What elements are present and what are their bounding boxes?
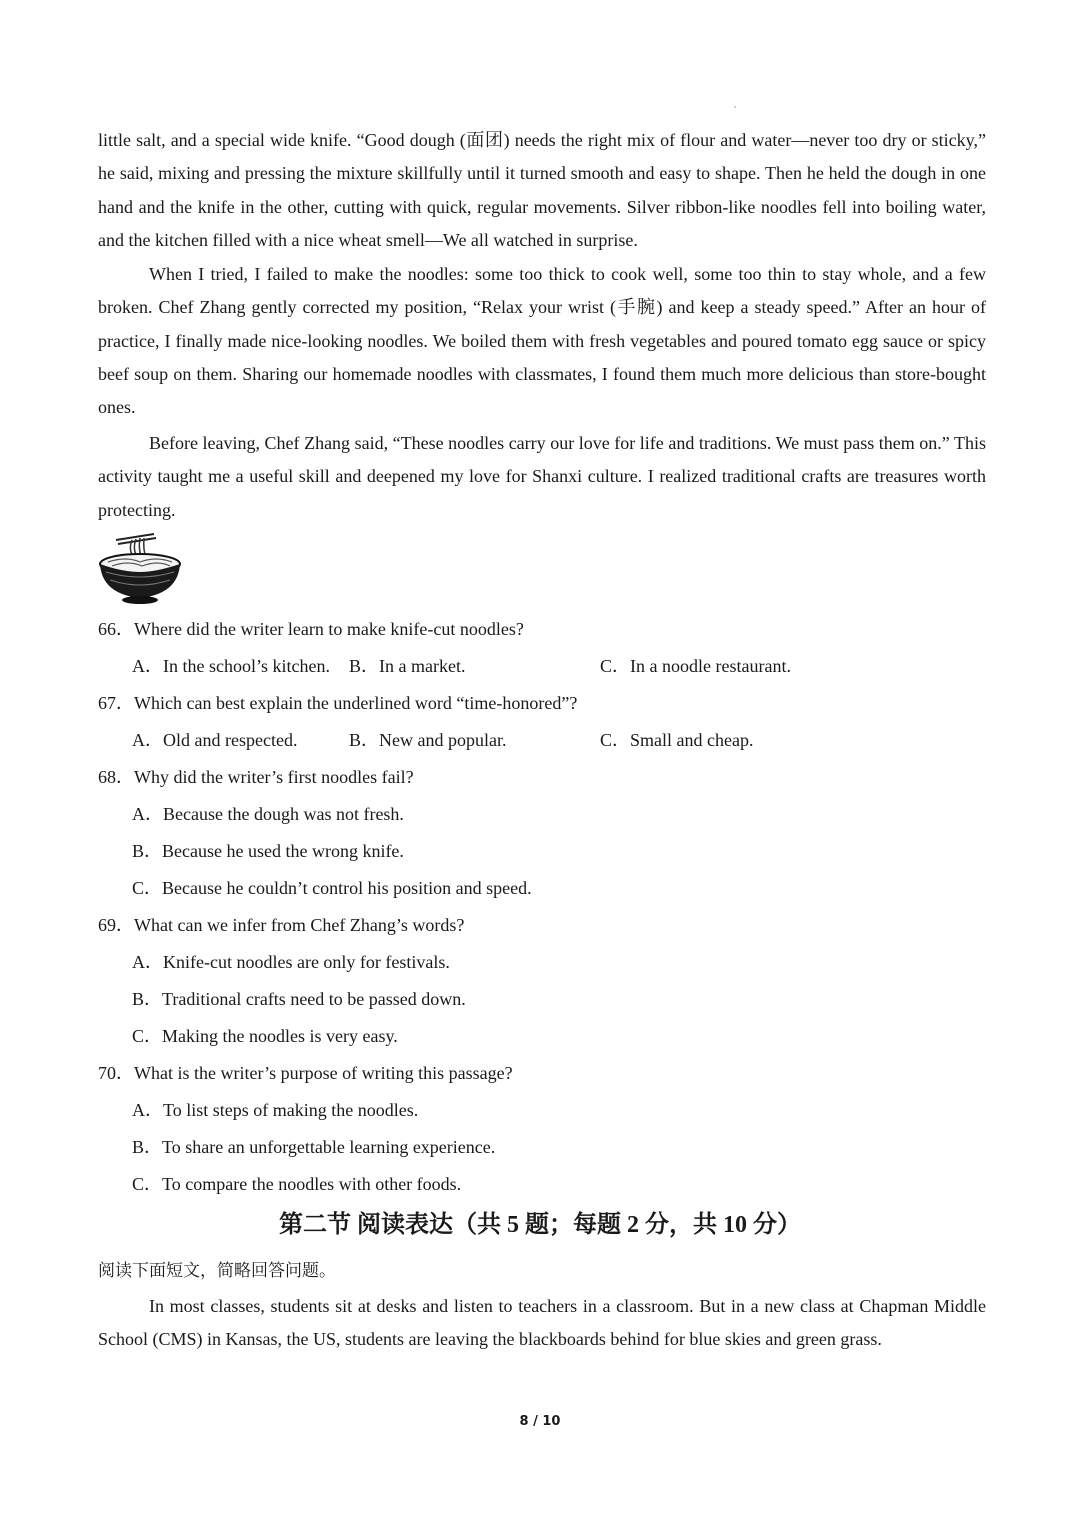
passage-paragraph-3: Before leaving, Chef Zhang said, “These noodles carry our love for life and traditions. We must pass them on.” This activity taught me a useful skill and deepened my love for Shanxi culture. I realized traditional crafts are treasures worth protecting. (98, 433, 986, 520)
page-number: 8 / 10 (519, 1414, 561, 1429)
option-68-b[interactable]: B．Because he used the wrong knife. (132, 841, 404, 861)
option-67-c[interactable]: C．Small and cheap. (600, 730, 754, 750)
question-68: 68．Why did the writer’s first noodles fail? (98, 767, 414, 787)
question-70: 70．What is the writer’s purpose of writing this passage? (98, 1063, 513, 1083)
section-title: 第二节 阅读表达（共 5 题；每题 2 分，共 10 分） (279, 1212, 801, 1238)
option-70-a[interactable]: A．To list steps of making the noodles. (132, 1100, 419, 1120)
passage-paragraph-1: little salt, and a special wide knife. “Good dough (面团) needs the right mix of flour and water—never too dry or sticky,” he said, mixing and pressing the mixture skillfully until it turned smooth and easy to shape. Then he held the dough in one hand and the knife in the other, cutting with quick, regular movements. Silver ribbon-like noodles fell into boiling water, and the kitchen filled with a nice wheat smell—We all watched in surprise. (98, 130, 986, 250)
passage-paragraph-2: When I tried, I failed to make the noodles: some too thick to cook well, some too thin to stay whole, and a few broken. Chef Zhang gently corrected my position, “Relax your wrist (手腕) and keep a steady speed.” After an hour of practice, I finally made nice-looking noodles. We boiled them with fresh vegetables and poured tomato egg sauce or spicy beef soup on them. Sharing our homemade noodles with classmates, I found them much more delicious than store-bought ones. (98, 264, 986, 418)
question-69: 69．What can we infer from Chef Zhang’s words? (98, 915, 465, 935)
noodle-bowl-icon (96, 532, 186, 606)
option-70-c[interactable]: C．To compare the noodles with other foods. (132, 1174, 462, 1194)
option-69-a[interactable]: A．Knife-cut noodles are only for festivals. (132, 952, 450, 972)
option-68-c[interactable]: C．Because he couldn’t control his position and speed. (132, 878, 532, 898)
question-67: 67．Which can best explain the underlined word “time-honored”? (98, 693, 578, 713)
option-66-a[interactable]: A．In the school’s kitchen. (132, 656, 330, 676)
option-66-c[interactable]: C．In a noodle restaurant. (600, 656, 791, 676)
scan-dot (734, 106, 736, 108)
section2-paragraph-1: In most classes, students sit at desks and listen to teachers in a classroom. But in a new class at Chapman Middle School (CMS) in Kansas, the US, students are leaving the blackboards behind for blue skies and green grass. (98, 1296, 986, 1350)
option-70-b[interactable]: B．To share an unforgettable learning experience. (132, 1137, 496, 1157)
option-68-a[interactable]: A．Because the dough was not fresh. (132, 804, 404, 824)
option-66-b[interactable]: B．In a market. (349, 656, 466, 676)
section-instruction: 阅读下面短文，简略回答问题。 (98, 1261, 336, 1280)
question-66: 66．Where did the writer learn to make knife-cut noodles? (98, 619, 524, 639)
option-67-a[interactable]: A．Old and respected. (132, 730, 298, 750)
option-69-c[interactable]: C．Making the noodles is very easy. (132, 1026, 398, 1046)
option-67-b[interactable]: B．New and popular. (349, 730, 507, 750)
option-69-b[interactable]: B．Traditional crafts need to be passed down. (132, 989, 466, 1009)
